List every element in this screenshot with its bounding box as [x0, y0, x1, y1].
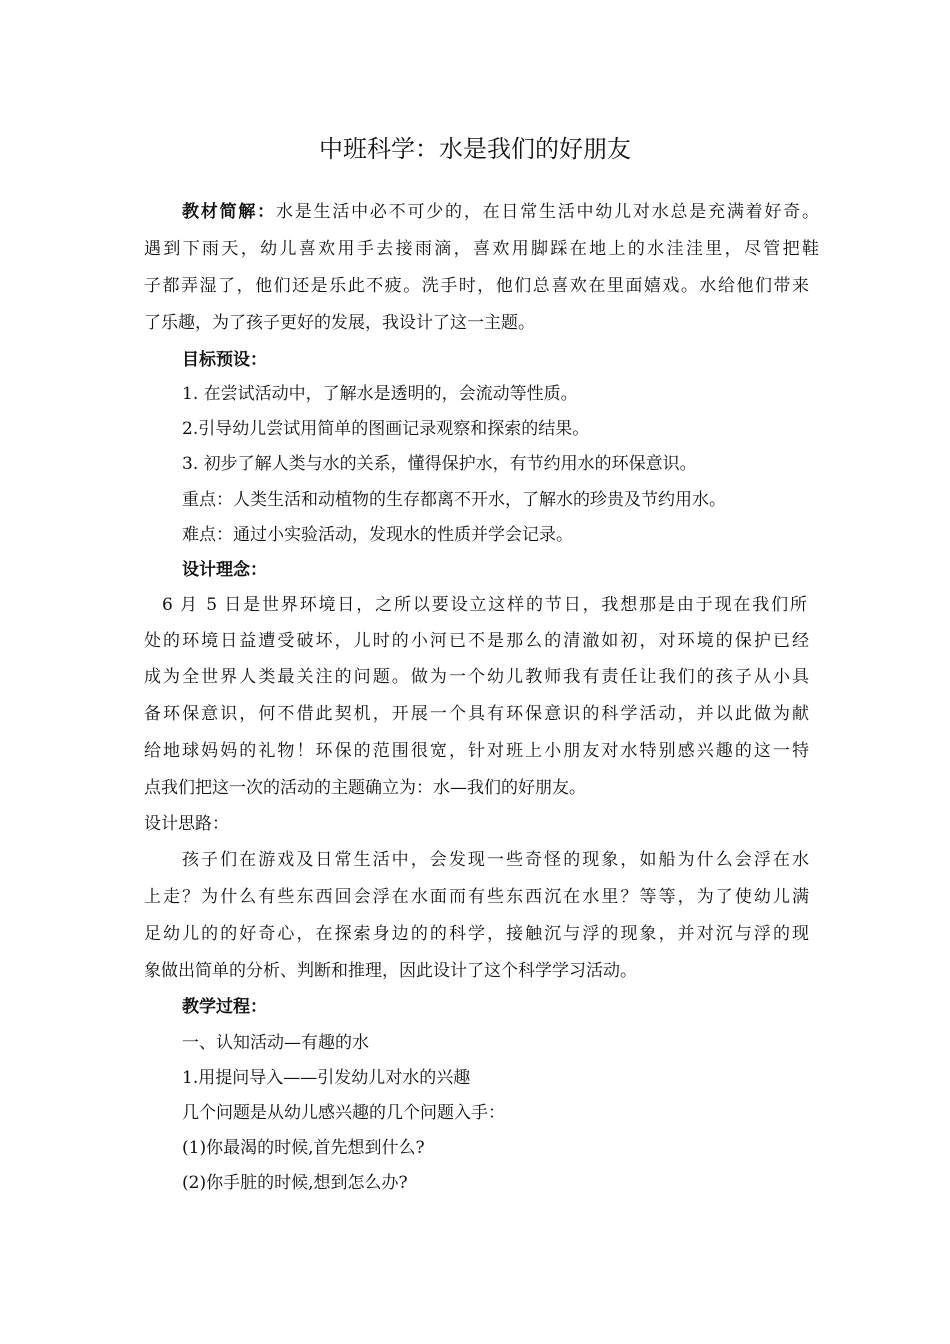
key-point: 重点：人类生活和动植物的生存都离不开水，了解水的珍贵及节约用水。: [182, 490, 726, 510]
concept-heading: 设计理念：: [182, 560, 267, 580]
goal-item: 2.引导幼儿尝试用简单的图画记录观察和探索的结果。: [182, 419, 590, 439]
intro-line: 了乐趣，为了孩子更好的发展，我设计了这一主题。: [144, 313, 535, 333]
document-title: 中班科学：水是我们的好朋友: [319, 135, 631, 163]
intro-first-line-text: 水是生活中必不可少的，在日常生活中幼儿对水总是充满着好奇。: [275, 202, 820, 222]
concept-line: 成为全世界人类最关注的问题。做为一个幼儿教师我有责任让我们的孩子从小具: [144, 667, 809, 687]
difficulty-point: 难点：通过小实验活动，发现水的性质并学会记录。: [182, 525, 573, 545]
approach-line: 象做出简单的分析、判断和推理，因此设计了这个科学学习活动。: [144, 961, 637, 981]
intro-line: 子都弄湿了，他们还是乐此不疲。洗手时，他们总喜欢在里面嬉戏。水给他们带来: [144, 276, 809, 296]
approach-line: 上走？为什么有些东西回会浮在水面而有些东西沉在水里？等等，为了使幼儿满: [144, 887, 809, 907]
approach-line: 足幼儿的的好奇心，在探索身边的的科学，接触沉与浮的现象，并对沉与浮的现: [144, 924, 809, 944]
concept-line: 点我们把这一次的活动的主题确立为：水—我们的好朋友。: [144, 778, 586, 798]
goal-item: 1. 在尝试活动中，了解水是透明的，会流动等性质。: [182, 384, 578, 404]
concept-line: 6 月 5 日是世界环境日，之所以要设立这样的节日，我想那是由于现在我们所: [162, 595, 807, 615]
goals-heading: 目标预设：: [182, 350, 267, 370]
intro-line: 遇到下雨天，幼儿喜欢用手去接雨滴，喜欢用脚踩在地上的水洼洼里，尽管把鞋: [144, 239, 819, 259]
process-line: (2)你手脏的时候,想到怎么办?: [182, 1173, 408, 1193]
intro-label: 教材简解：: [182, 202, 276, 222]
process-line: (1)你最渴的时候,首先想到什么?: [182, 1138, 425, 1158]
concept-line: 处的环境日益遭受破坏，儿时的小河已不是那么的清澈如初，对环境的保护已经: [144, 631, 809, 651]
approach-heading: 设计思路：: [144, 814, 229, 834]
process-line: 几个问题是从幼儿感兴趣的几个问题入手：: [182, 1103, 505, 1123]
process-heading: 教学过程：: [182, 997, 267, 1017]
concept-line: 给地球妈妈的礼物！环保的范围很宽，针对班上小朋友对水特别感兴趣的这一特: [144, 741, 809, 761]
intro-paragraph-first-line: [182, 200, 819, 224]
approach-line: 孩子们在游戏及日常生活中，会发现一些奇怪的现象，如船为什么会浮在水: [182, 850, 809, 870]
concept-line: 备环保意识，何不借此契机，开展一个具有环保意识的科学活动，并以此做为献: [144, 704, 809, 724]
process-line: 1.用提问导入——引发幼儿对水的兴趣: [182, 1068, 471, 1088]
process-line: 一、认知活动—有趣的水: [182, 1033, 369, 1053]
goal-item: 3. 初步了解人类与水的关系，懂得保护水，有节约用水的环保意识。: [182, 454, 697, 474]
